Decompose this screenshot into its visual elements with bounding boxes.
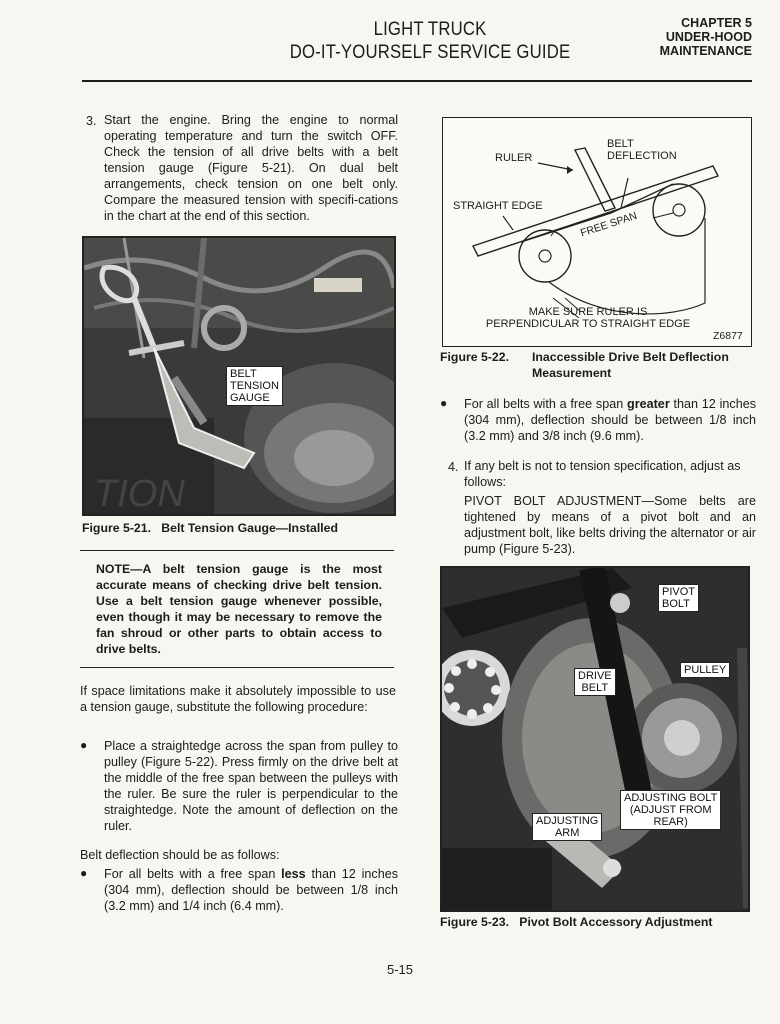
figure-5-21-caption — [82, 520, 338, 536]
fig21-caption-text: Belt Tension Gauge—Installed — [161, 521, 339, 535]
label-code: Z6877 — [713, 330, 743, 342]
label-make-sure: MAKE SURE RULER IS PERPENDICULAR TO STRAIGHT EDGE — [485, 306, 691, 330]
chapter-label — [640, 16, 752, 58]
fig23-caption-num: Figure 5-23. — [440, 915, 510, 929]
bullet-greater-than-text: For all belts with a free span greater than 12 inches (304 mm), deflection should be between 1/8 inch (3.2 mm) and 3/8 inch (9.6 mm). — [464, 397, 757, 443]
figure-5-21-photo — [82, 236, 396, 516]
fig23-callout-pulley: PULLEY — [680, 662, 730, 678]
header-title-line1: LIGHT TRUCK — [373, 19, 487, 40]
fig23-callout-adjusting-arm: ADJUSTING ARM — [532, 813, 602, 841]
figure-5-22-caption — [440, 349, 752, 381]
bullet-less-than-text: For all belts with a free span less than 12 inches (304 mm), deflection should be between 1/8 inch (3.2 mm) and 1/4 inch (6.4 mm). — [104, 867, 398, 913]
bullet-dot: ● — [440, 396, 448, 410]
fig21-callout-belt-tension-gauge: BELT TENSION GAUGE — [226, 366, 283, 406]
fig21-caption-num: Figure 5-21. — [82, 521, 152, 535]
label-ruler: RULER — [495, 152, 533, 164]
fig23-caption-text: Pivot Bolt Accessory Adjustment — [519, 915, 713, 929]
alternator-photo-illustration — [442, 568, 748, 910]
chapter-line2: UNDER-HOOD — [665, 30, 752, 44]
label-straight-edge: STRAIGHT EDGE — [453, 200, 543, 212]
fig23-callout-pivot-bolt: PIVOT BOLT — [658, 584, 699, 612]
bullet-dot: ● — [80, 738, 88, 752]
step3-text: Start the engine. Bring the engine to normal operating temperature and turn the switch OFF. Check the tension of all drive belts with a belt tension gauge (Figure 5-21). On dual belt arrangements, check tension on one belt only. Compare the measured tension with specifi-cations in the chart at the end of this section. — [104, 113, 398, 223]
bullet-less-than — [80, 866, 398, 914]
fig21-photo-text: TION — [94, 473, 185, 514]
figure-5-23-caption — [440, 914, 712, 930]
chapter-line1: CHAPTER 5 — [681, 16, 752, 30]
bullet-greater-than — [440, 396, 756, 444]
substitute-paragraph: If space limitations make it absolutely impossible to use a tension gauge, substitute the following procedure: — [80, 684, 396, 714]
header-title-line2: DO-IT-YOURSELF SERVICE GUIDE — [289, 42, 571, 63]
bullet-straightedge-text: Place a straightedge across the span from pulley to pulley (Figure 5-22). Press firmly on the drive belt at the middle of the free span between the pulleys with the ruler. Be sure the ruler is perpendicular to the straightedge. Note the amount of deflection on the ruler. — [104, 739, 398, 833]
header-rule — [82, 80, 752, 82]
bullet-straightedge — [80, 738, 398, 834]
label-free-span: FREE SPAN — [579, 209, 639, 240]
step4-number: 4. — [448, 460, 459, 474]
step3-number: 3. — [86, 114, 97, 128]
fig23-callout-adjusting-bolt: ADJUSTING BOLT (ADJUST FROM REAR) — [620, 790, 721, 830]
note-box — [80, 550, 394, 668]
fig22-caption-num: Figure 5-22. — [440, 350, 510, 364]
figure-5-23-photo — [440, 566, 750, 912]
note-text: NOTE—A belt tension gauge is the most accurate means of checking drive belt tension. Use a belt tension gauge whenever possible, even though it may be necessary to remove the fan shroud or other parts to obtain access to drive belts. — [96, 562, 382, 656]
page-number: 5-15 — [386, 962, 414, 977]
deflection-intro: Belt deflection should be as follows: — [80, 848, 280, 862]
step4-text: If any belt is not to tension specification, adjust as follows: — [464, 459, 741, 489]
label-belt-deflection: BELT DEFLECTION — [607, 138, 677, 162]
fig23-callout-drive-belt: DRIVE BELT — [574, 668, 616, 696]
fig22-caption-text: Inaccessible Drive Belt Deflection Measurement — [532, 350, 729, 380]
pivot-bolt-paragraph: PIVOT BOLT ADJUSTMENT—Some belts are tightened by means of a pivot bolt and an adjustment bolt, like belts driving the alternator or air pump (Figure 5-23). — [464, 494, 756, 556]
figure-5-22-diagram — [442, 117, 752, 347]
header-title — [272, 18, 589, 64]
chapter-line3: MAINTENANCE — [659, 44, 752, 58]
bullet-dot: ● — [80, 866, 88, 880]
